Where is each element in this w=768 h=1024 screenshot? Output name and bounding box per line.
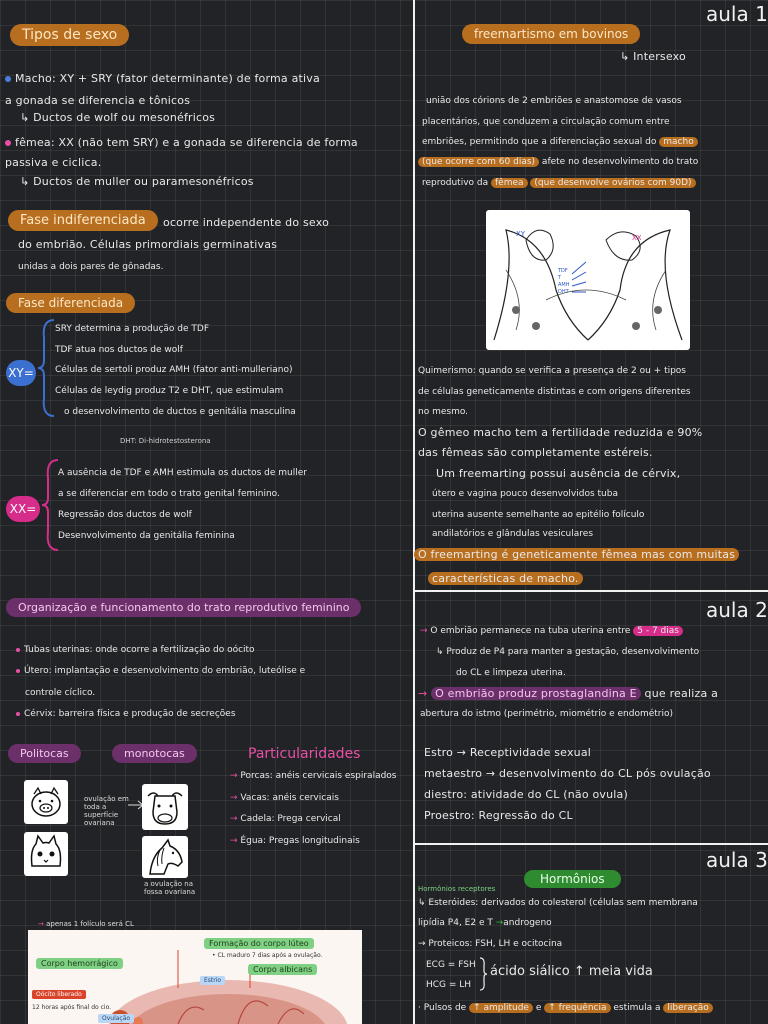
quim-line-2: de células geneticamente distintas e com origens diferentes: [418, 387, 691, 397]
ciclo-1: metaestro → desenvolvimento do CL pós ovulação: [424, 767, 711, 780]
tipos-title: Tipos de sexo: [10, 24, 129, 46]
free-line-4: reprodutivo da fêmea (que desenvolve ovários com 90D): [422, 178, 696, 188]
fm-line-4: andilatórios e glândulas vesiculares: [432, 529, 594, 539]
vertical-divider: [413, 0, 415, 1024]
free-line-0: união dos córions de 2 embriões e anastomose de vasos: [426, 96, 682, 106]
part-item-3: → Égua: Pregas longitudinais: [230, 836, 360, 846]
a2-line-1: → O embrião permanece na tuba uterina entre 5 - 7 dias: [420, 626, 683, 636]
fase-ind-line-3: unidas a dois pares de gônadas.: [18, 262, 164, 272]
dht-note: DHT: Di-hidrotestosterona: [120, 437, 211, 445]
fase-dif-title: Fase diferenciada: [6, 293, 135, 313]
xy-item-3: Células de leydig produz T2 e DHT, que estimulam: [55, 386, 284, 396]
ciclo-0: Estro → Receptividade sexual: [424, 746, 592, 759]
cat-icon: [24, 832, 68, 876]
xx-item-3: Desenvolvimento da genitália feminina: [58, 531, 235, 541]
xy-item-2: Células de sertoli produz AMH (fator anti-mulleriano): [55, 365, 293, 375]
fig-amh: AMH: [558, 282, 570, 288]
free-line-2: embriões, permitindo que a diferenciação sexual do macho: [422, 137, 698, 147]
org-title: Organização e funcionamento do trato reprodutivo feminino: [6, 598, 361, 617]
xx-item-0: A ausência de TDF e AMH estimula os ductos de muller: [58, 468, 307, 478]
estrio-label: Estrio: [200, 976, 225, 985]
brace-icon: [478, 956, 488, 992]
fm-hl-2: características de macho.: [428, 572, 583, 585]
formacao-label: Formação do corpo lúteo: [204, 938, 314, 949]
fase-ind-line-2: do embrião. Células primordiais germinativas: [18, 238, 278, 251]
aula2-label: aula 2: [706, 598, 768, 622]
formacao-sub: • CL maduro 7 dias após a ovulação.: [212, 952, 323, 959]
fig-tdf: TDF: [558, 268, 568, 274]
macho-line-1: Macho: XY + SRY (fator determinante) de forma ativa: [5, 72, 320, 85]
org-item-0: Tubas uterinas: onde ocorre a fertilização do oócito: [16, 645, 255, 655]
horas-label: 12 horas após final do cio.: [32, 1004, 112, 1011]
oocito-label: Oócito liberado: [32, 990, 86, 999]
a2-line-3: do CL e limpeza uterina.: [456, 668, 566, 678]
aula3-label: aula 3: [706, 848, 768, 872]
fase-ind-title: Fase indiferenciada: [8, 210, 158, 231]
a2-line-4: → O embrião produz prostaglandina E que realiza a: [418, 687, 719, 700]
femea-line-2: passiva e ciclica.: [5, 156, 102, 169]
org-item-1: Útero: implantação e desenvolvimento do embrião, luteólise e: [16, 666, 305, 676]
quim-line-3: no mesmo.: [418, 407, 469, 417]
fm-hl-1: O freemarting é geneticamente fêmea mas com muitas: [414, 548, 739, 561]
intersexo-label: ↳ Intersexo: [620, 50, 686, 63]
monotocas-pill: monotocas: [112, 744, 197, 763]
ciclo-3: Proestro: Regressão do CL: [424, 809, 573, 822]
politocas-pill: Politocas: [8, 744, 81, 763]
corpo-hemorragico-label: Corpo hemorrágico: [36, 958, 123, 969]
xy-item-4: o desenvolvimento de ductos e genitália masculina: [64, 407, 296, 417]
gemeo-line-2: das fêmeas são completamente estéreis.: [418, 446, 653, 459]
particularidades-title: Particularidades: [248, 746, 361, 762]
fig-t: T: [558, 275, 562, 281]
xy-item-0: SRY determina a produção de TDF: [55, 324, 210, 334]
part-item-1: → Vacas: anéis cervicais: [230, 793, 339, 803]
fig-xx: XX: [632, 234, 642, 242]
pig-icon: [24, 780, 68, 824]
gemeo-line-1: O gêmeo macho tem a fertilidade reduzida e 90%: [418, 426, 703, 439]
pulsos-line: · Pulsos de ↑ amplitude e ↑ frequência estimula a liberação: [418, 1003, 713, 1013]
part-item-2: → Cadela: Prega cervical: [230, 814, 341, 824]
ovary-diagram: [28, 930, 362, 1024]
free-line-3: (que ocorre com 60 dias) afete no desenvolvimento do trato: [418, 157, 698, 167]
ecg-line: ECG = FSH: [426, 960, 476, 970]
horse-icon: [142, 836, 188, 878]
esteroides-line-1: ↳ Esteróides: derivados do colesterol (células sem membrana: [418, 898, 698, 908]
proteicos-line: → Proteicos: FSH, LH e ocitocina: [418, 939, 563, 949]
xy-item-1: TDF atua nos ductos de wolf: [55, 345, 183, 355]
freemartismo-title: freemartismo em bovinos: [462, 24, 640, 44]
fase-ind-line-1: ocorre independente do sexo: [163, 216, 329, 229]
corpo-albicans-label: Corpo albicans: [248, 964, 317, 975]
divider-aula3: [415, 843, 768, 845]
xx-item-2: Regressão dos ductos de wolf: [58, 510, 192, 520]
org-item-3: Cérvix: barreira física e produção de secreções: [16, 709, 236, 719]
xy-brace-icon: [36, 318, 56, 418]
ovulation-note-2: a ovulação na fossa ovariana: [144, 880, 196, 896]
part-item-0: → Porcas: anéis cervicais espiralados: [230, 771, 397, 781]
fm-line-1: Um freemarting possui ausência de cérvix,: [436, 467, 681, 480]
a2-line-2: ↳ Produz de P4 para manter a gestação, desenvolvimento: [436, 647, 700, 657]
hcg-line: HCG = LH: [426, 980, 472, 990]
fig-dht: DHT: [558, 289, 569, 295]
hormonios-title: Hormônios: [524, 870, 621, 888]
femea-line-1: fêmea: XX (não tem SRY) e a gonada se diferencia de forma: [5, 136, 358, 149]
acido-line: ácido siálico ↑ meia vida: [490, 964, 653, 979]
ovulation-note-1: ovulação em toda a superfície ovariana: [84, 795, 129, 827]
xy-badge: XY=: [6, 360, 36, 386]
quim-line-1: Quimerismo: quando se verifica a presença de 2 ou + tipos: [418, 366, 687, 376]
org-item-2: controle cíclico.: [25, 688, 96, 698]
horm-receptores: Hormônios receptores: [418, 885, 496, 893]
xx-item-1: a se diferenciar em todo o trato genital feminino.: [58, 489, 280, 499]
divider-aula2: [415, 590, 768, 592]
xx-badge: XX=: [6, 496, 40, 522]
aula1-label: aula 1: [706, 2, 768, 26]
macho-line-2: a gonada se diferencia e tônicos: [5, 94, 191, 107]
free-line-1: placentários, que conduzem a circulação comum entre: [422, 117, 670, 127]
freemartin-figure: [486, 210, 690, 350]
apenas-note: → apenas 1 folículo será CL: [38, 920, 134, 928]
femea-line-3: ↳ Ductos de muller ou paramesonéfricos: [20, 175, 254, 188]
macho-line-3: ↳ Ductos de wolf ou mesonéfricos: [20, 111, 216, 124]
cow-icon: [142, 784, 188, 830]
esteroides-line-2: lipídia P4, E2 e T →androgeno: [418, 918, 552, 928]
fig-xy: XY: [516, 230, 526, 238]
fm-line-2: útero e vagina pouco desenvolvidos tuba: [432, 489, 618, 499]
xx-brace-icon: [40, 458, 60, 552]
fm-line-3: uterina ausente semelhante ao epitélio folículo: [432, 510, 645, 520]
ovulacao-label: Ovulação: [98, 1014, 134, 1023]
a2-line-5: abertura do istmo (perimétrio, miométrio e endométrio): [420, 709, 674, 719]
ciclo-2: diestro: atividade do CL (não ovula): [424, 788, 628, 801]
